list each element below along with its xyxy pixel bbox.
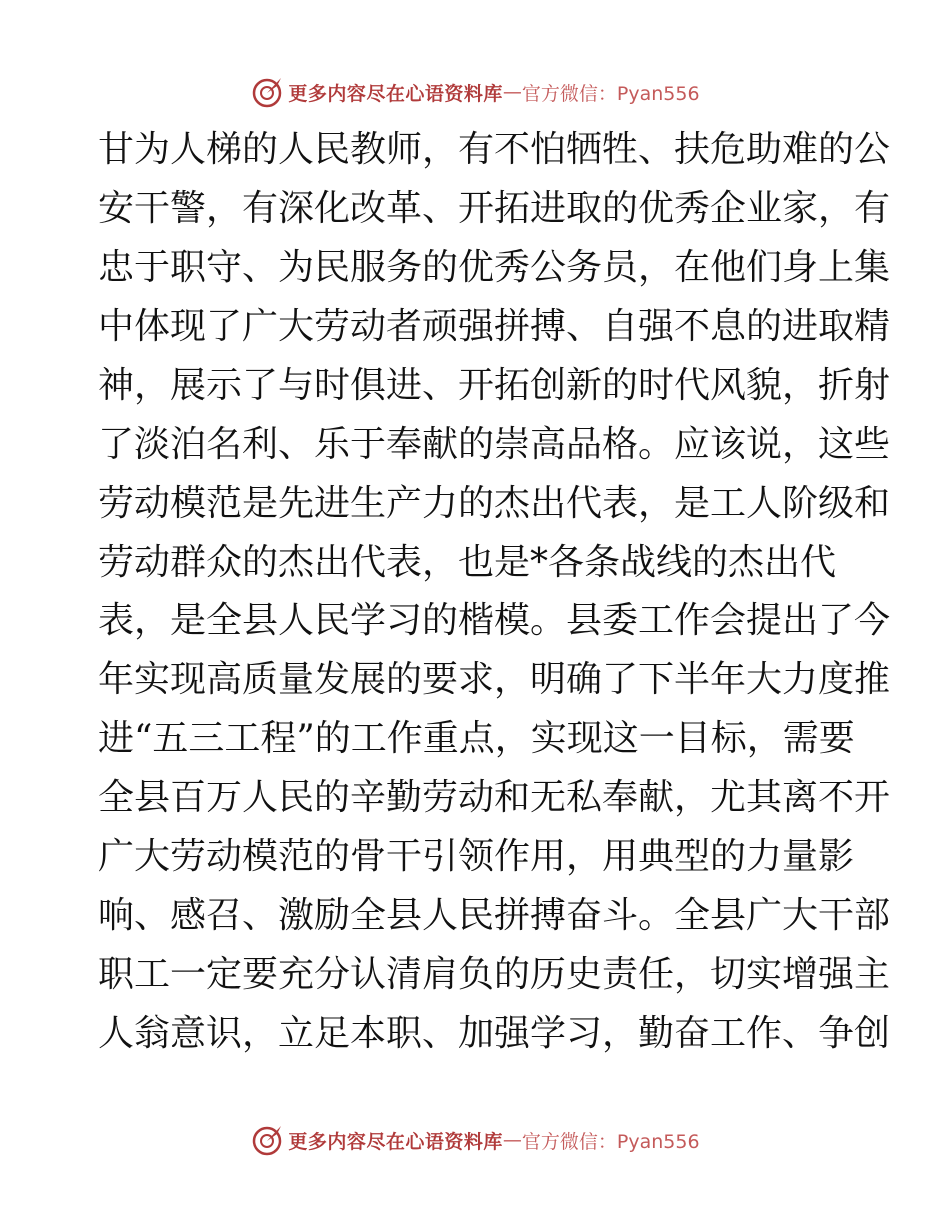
banner-wechat: 官方微信：Pyan556 — [521, 1130, 700, 1153]
quill-logo-icon — [250, 75, 284, 109]
body-line: 广大劳动模范的骨干引领作用，用典型的力量影 — [98, 836, 855, 877]
banner-dash: — — [502, 1129, 522, 1151]
body-line: 中体现了广大劳动者顽强拼搏、自强不息的进取精 — [98, 306, 891, 347]
banner-title: 更多内容尽在心语资料库 — [288, 82, 503, 105]
body-line: 年实现高质量发展的要求，明确了下半年大力度推 — [98, 659, 891, 700]
body-line: 劳动群众的杰出代表，也是*各条战线的杰出代 — [98, 542, 837, 583]
body-line: 人翁意识，立足本职、加强学习，勤奋工作、争创 — [98, 1013, 891, 1054]
body-line: 进“五三工程”的工作重点，实现这一目标，需要 — [98, 718, 855, 759]
banner-wechat: 官方微信：Pyan556 — [521, 82, 700, 105]
body-line: 神，展示了与时俱进、开拓创新的时代风貌，折射 — [98, 365, 891, 406]
quill-logo-icon — [250, 1123, 284, 1157]
header-banner — [0, 72, 950, 112]
body-line: 甘为人梯的人民教师，有不怕牺牲、扶危助难的公 — [98, 129, 891, 170]
banner-dash: — — [502, 81, 522, 103]
body-line: 职工一定要充分认清肩负的历史责任，切实增强主 — [98, 954, 891, 995]
body-line: 全县百万人民的辛勤劳动和无私奉献，尤其离不开 — [98, 777, 891, 818]
body-line: 响、感召、激励全县人民拼搏奋斗。全县广大干部 — [98, 895, 891, 936]
banner-title: 更多内容尽在心语资料库 — [288, 1130, 503, 1153]
body-line: 表，是全县人民学习的楷模。县委工作会提出了今 — [98, 600, 891, 641]
body-line: 安干警，有深化改革、开拓进取的优秀企业家，有 — [98, 188, 891, 229]
body-line: 了淡泊名利、乐于奉献的崇高品格。应该说，这些 — [98, 424, 891, 465]
body-line: 劳动模范是先进生产力的杰出代表，是工人阶级和 — [98, 483, 891, 524]
body-line: 忠于职守、为民服务的优秀公务员，在他们身上集 — [98, 247, 891, 288]
footer-banner — [0, 1120, 950, 1160]
